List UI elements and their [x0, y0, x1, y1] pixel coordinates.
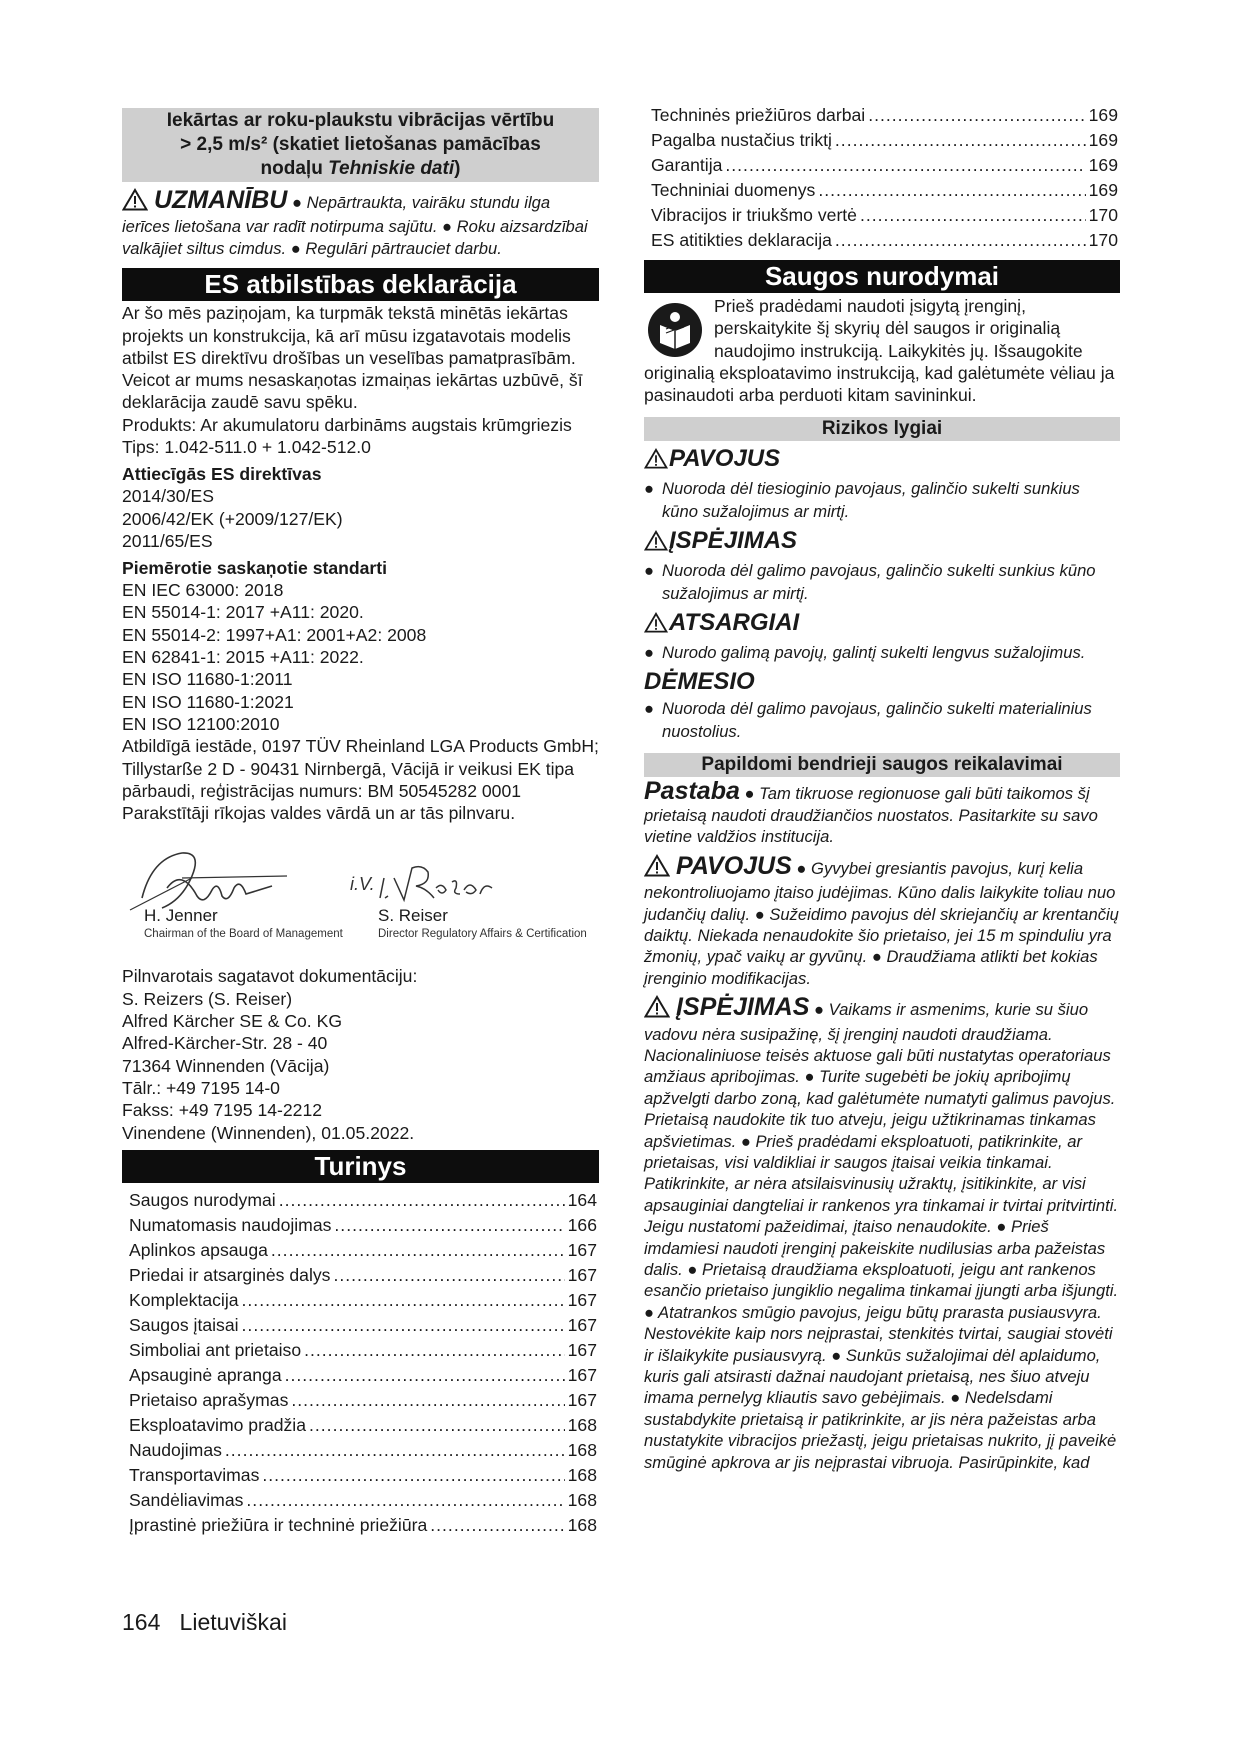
toc-leader — [242, 1288, 565, 1313]
toc-item-page: 168 — [567, 1464, 597, 1485]
toc-item[interactable] — [122, 1363, 599, 1388]
bullet-icon: ● — [644, 643, 655, 663]
bullet-icon: ● — [644, 479, 655, 499]
toc-item[interactable] — [122, 1313, 599, 1338]
toc-item-page: 168 — [567, 1514, 597, 1535]
standard-item: EN ISO 12100:2010 — [122, 713, 280, 734]
toc-item[interactable] — [122, 1288, 599, 1313]
toc-leader — [279, 1188, 565, 1213]
risk-level-title: DĖMESIO — [644, 668, 755, 696]
toc-item[interactable] — [644, 128, 1120, 153]
toc-leader — [309, 1413, 565, 1438]
toc-item[interactable] — [122, 1388, 599, 1413]
bullet-icon: ● — [644, 699, 655, 719]
risk-levels-heading: Rizikos lygiai — [644, 417, 1120, 441]
risk-level-text: Nuoroda dėl galimo pavojaus, galinčio sukelti sunkius kūno sužalojimus ar mirtį. — [662, 561, 1096, 604]
warning-triangle-icon — [644, 995, 670, 1023]
caution-block: UZMANĪBU ● Nepārtraukta, vairāku stundu ilga ierīces lietošana var radīt notirpuma sajūtu. ● Roku aizsardzībai valkājiet siltus cimdus. ● Regulāri pārtrauciet darbu. — [122, 186, 588, 258]
toc-leader — [285, 1363, 565, 1388]
toc-item-page: 167 — [567, 1264, 597, 1285]
note-text: Tam tikruose regionuose gali būti taikomos šį prietaisą naudoti draudžiančios nuostatos. Pasitarkite su savo vietine valdžios institucija. — [644, 784, 1098, 847]
documentation-line: 71364 Winnenden (Vācija) — [122, 1055, 330, 1076]
toc-item-title: Simboliai ant prietaiso — [129, 1339, 302, 1360]
toc-item-title: Aplinkos apsauga — [129, 1239, 268, 1260]
toc-item-page: 167 — [567, 1364, 597, 1385]
safety-intro-block — [644, 295, 1120, 406]
toc-leader — [225, 1438, 565, 1463]
toc-item-title: Techninės priežiūros darbai — [651, 105, 866, 125]
toc-item-title: Vibracijos ir triukšmo vertė — [651, 205, 857, 225]
toc-item-title: Sandėliavimas — [129, 1489, 244, 1510]
vibration-line-3 — [126, 157, 595, 181]
toc-item[interactable] — [122, 1413, 599, 1438]
toc-item-page: 167 — [567, 1389, 597, 1410]
declaration-body — [122, 302, 599, 824]
toc-item-title: Naudojimas — [129, 1439, 222, 1460]
warning-block: ĮSPĖJIMAS ● Vaikams ir asmenims, kurie su šiuo vadovu nėra susipažinę, šį įrenginį naudoti draudžiama. Nacionaliniuose teisės aktuose gali būti nustatytas operatoriaus amžiaus apribojimas. ● Turite sugebėti be jokių apribojimų apžvelgti darbo zoną, kad galėtumėte numatyti galimus pavojus. Prietaisą naudokite tik tuo atveju, jeigu užtikrinamas tinkamas apšvietimas. ● Prieš pradėdami eksploatuoti, patikrinkite, ar prietaisas, visi valdikliai ir saugos įtaisai veikia tinkamai. Patikrinkite, ar nėra atsilaisvinusių užraktų, įsitikinkite, ar visi apsauginiai dangteliai ir rankenos yra tinkamai ir tvirtai pritvirtinti. Jeigu nustatomi pažeidimai, įtaiso nenaudokite. ● Prieš imdamiesi naudoti įrenginį pakeiskite nudilusias arba pažeistas dalis. ● Prietaisą draudžiama eksploatuoti, jeigu ant rankenos esančio prietaiso jungiklio negalima tinkamai įjungti arba išjungti. ● Atatrankos smūgio pavojus, jeigu būtų prarasta pusiausvyra. Nestovėkite kaip nors neįprastai, stenkitės tvirtai, saugiai stovėti ir išlaikykite pusiausvyrą. ● Sunkūs sužalojimai dėl aplaidumo, kuris gali atsirasti dažnai naudojant prietaisą, nes šiuo atveju imama pernelyg kliautis savo gebėjimais. ● Nedelsdami sustabdykite prietaisą ir patikrinkite, ar jis nėra pažeistas arba nustatykite vibracijos priežastį, jeigu prietaisas nukrito, jį paveikė smūginė apkrova ar jis neįprastai vibruoja. Pasirūpinkite, kad — [644, 993, 1119, 1472]
directive-item: 2011/65/ES — [122, 530, 213, 551]
toc-item[interactable] — [644, 153, 1120, 178]
signatures — [122, 838, 599, 956]
toc-item-title: ES atitikties deklaracija — [651, 230, 832, 250]
vibration-line-3-pre: nodaļu — [260, 158, 329, 179]
page-number: 164 — [122, 1609, 161, 1635]
danger-block: PAVOJUS ● Gyvybei gresiantis pavojus, kurį kelia nekontroliuojamo įtaiso judėjimas. Kūno dalis laikykite toliau nuo judančių dalių. ● Sužeidimo pavojus dėl skriejančių ar krentančių daiktų. Niekada nenaudokite šio prietaiso, jei 15 m spinduliu yra žmonių, ypač vaikų ar gyvūnų. ● Draudžiama atlikti bet kokias įrenginio modifikacijas. — [644, 851, 1119, 988]
toc-item-page: 168 — [567, 1439, 597, 1460]
toc-item-title: Įprastinė priežiūra ir techninė priežiūra — [129, 1514, 428, 1535]
risk-level-warning — [644, 526, 1120, 559]
toc-leader — [291, 1388, 564, 1413]
left-column — [122, 108, 599, 1538]
toc-list-left — [122, 1188, 599, 1538]
toc-item-title: Garantija — [651, 155, 723, 175]
toc-leader — [333, 1263, 564, 1288]
directive-item: 2014/30/ES — [122, 486, 214, 507]
toc-item-title: Saugos nurodymai — [129, 1189, 276, 1210]
standard-item: EN 55014-1: 2017 +A11: 2020. — [122, 602, 364, 623]
toc-item-title: Saugos įtaisai — [129, 1314, 239, 1335]
toc-item-title: Transportavimas — [129, 1464, 260, 1485]
documentation-line: S. Reizers (S. Reiser) — [122, 988, 293, 1009]
toc-leader — [835, 228, 1086, 253]
toc-item-title: Eksploatavimo pradžia — [129, 1414, 307, 1435]
toc-item-page: 167 — [567, 1239, 597, 1260]
notified-body: Atbildīgā iestāde, 0197 TÜV Rheinland LGA Products GmbH; Tillystarße 2 D - 90431 Nirnbergā, Vācijā ir veikusi EK tipa pārbaudi, reģistrācijas numurs: BM 50545282 0001 — [122, 736, 599, 801]
toc-item-page: 169 — [1088, 180, 1118, 200]
safety-intro: Prieš pradėdami naudoti įsigytą įrenginį, perskaitykite šį skyrių dėl saugos ir originalią naudojimo instrukciją. Laikykitės jų. Išsaugokite originalią eksploatavimo instrukciją, kad galėtumėte vėliau ja pasinaudoti arba perduoti kitam savininkui. — [644, 296, 1115, 406]
toc-item-title: Numatomasis naudojimas — [129, 1214, 332, 1235]
toc-item[interactable] — [122, 1463, 599, 1488]
toc-item[interactable] — [122, 1213, 599, 1238]
warning-triangle-icon — [644, 611, 668, 641]
bullet-icon: ● — [644, 561, 655, 581]
risk-level-text: Nuoroda dėl galimo pavojaus, galinčio sukelti materialinius nuostolius. — [662, 699, 1092, 742]
toc-item-page: 170 — [1088, 230, 1118, 250]
toc-list-right — [644, 103, 1120, 253]
vibration-line-2: > 2,5 m/s² (skatiet lietošanas pamācības — [180, 134, 541, 155]
vibration-notice-box — [122, 108, 599, 182]
warning-title: ĮSPĖJIMAS — [676, 993, 810, 1022]
signatory-2-prefix: i.V. — [350, 874, 375, 895]
caution-title: UZMANĪBU — [154, 186, 288, 214]
risk-level-title: ATSARGIAI — [669, 609, 800, 637]
toc-leader — [818, 178, 1085, 203]
risk-level-desc — [644, 697, 1120, 743]
read-manual-icon — [646, 301, 706, 359]
toc-item-title: Apsauginė apranga — [129, 1364, 282, 1385]
toc-item-page: 168 — [567, 1489, 597, 1510]
documentation-block — [122, 965, 599, 1143]
toc-heading: Turinys — [122, 1150, 599, 1183]
toc-leader — [868, 103, 1085, 128]
toc-item-title: Pagalba nustačius triktį — [651, 130, 832, 150]
signatory-1-name: H. Jenner — [144, 906, 218, 926]
warning-triangle-icon — [122, 188, 148, 216]
toc-item-page: 170 — [1088, 205, 1118, 225]
warning-triangle-icon — [644, 447, 668, 477]
declaration-intro: Ar šo mēs paziņojam, ka turpmāk tekstā minētās iekārtas projekts un konstrukcija, kā arī mūsu izgatavotais modelis atbilst ES direktīvu drošības un veselības pamatprasībām. Veicot ar mums nesaskaņotas izmaiņas iekārtas uzbūvē, šī deklarācija zaudē savu spēku. — [122, 303, 583, 413]
toc-item[interactable] — [122, 1438, 599, 1463]
toc-item[interactable] — [122, 1488, 599, 1513]
danger-title: PAVOJUS — [676, 851, 792, 880]
note-block: Pastaba ● Tam tikruose regionuose gali būti taikomos šį prietaisą naudoti draudžiančios nuostatos. Pasitarkite su savo vietine valdžios institucija. — [644, 777, 1098, 847]
footer-language: Lietuviškai — [179, 1609, 287, 1635]
danger-text: Gyvybei gresiantis pavojus, kurį kelia nekontroliuojamo įtaiso judėjimas. Kūno dalis laikykite toliau nuo judančių dalių. ● Sužeidimo pavojus dėl skriejančių ar krentančių daiktų. Niekada nenaudokite šio prietaiso, jei 15 m spinduliu yra žmonių, ypač vaikų ar gyvūnų. ● Draudžiama atlikti bet kokias įrenginio modifikacijas. — [644, 858, 1119, 988]
toc-item-page: 164 — [567, 1189, 597, 1210]
toc-item-page: 169 — [1088, 130, 1118, 150]
toc-leader — [262, 1463, 564, 1488]
toc-item-title: Techniniai duomenys — [651, 180, 816, 200]
toc-item-page: 167 — [567, 1289, 597, 1310]
standards-label: Piemērotie saskaņotie standarti — [122, 558, 387, 579]
risk-level-danger — [644, 444, 1120, 477]
documentation-line: Pilnvarotais sagatavot dokumentāciju: — [122, 966, 418, 987]
signatory-2-name: S. Reiser — [378, 906, 448, 926]
vibration-line-1: Iekārtas ar roku-plaukstu vibrācijas vērtību — [166, 110, 555, 131]
toc-item-page: 166 — [567, 1214, 597, 1235]
caution-text: Nepārtraukta, vairāku stundu ilga ierīces lietošana var radīt notirpuma sajūtu. ● Roku aizsardzībai valkājiet siltus cimdus. ● Regulāri pārtrauciet darbu. — [122, 193, 588, 258]
toc-item[interactable] — [644, 103, 1120, 128]
risk-levels — [644, 444, 1120, 743]
toc-leader — [430, 1513, 564, 1538]
toc-item-page: 168 — [567, 1414, 597, 1435]
declaration-product: Produkts: Ar akumulatoru darbināms augstais krūmgriezis — [122, 414, 572, 435]
risk-level-text: Nurodo galimą pavojų, galintį sukelti lengvus sužalojimus. — [662, 643, 1086, 663]
standard-item: EN ISO 11680-1:2021 — [122, 691, 294, 712]
standard-item: EN 62841-1: 2015 +A11: 2022. — [122, 647, 364, 668]
documentation-line: Fakss: +49 7195 14-2212 — [122, 1100, 323, 1121]
signatories-note: Parakstītāji rīkojas valdes vārdā un ar tās pilnvaru. — [122, 803, 516, 824]
warning-triangle-icon — [644, 529, 668, 559]
toc-item[interactable] — [122, 1188, 599, 1213]
toc-item-title: Priedai ir atsarginės dalys — [129, 1264, 331, 1285]
page-footer — [122, 1609, 287, 1636]
toc-item[interactable] — [644, 228, 1120, 253]
toc-item[interactable] — [122, 1263, 599, 1288]
safety-heading: Saugos nurodymai — [644, 260, 1120, 293]
risk-level-desc — [644, 559, 1120, 605]
signatory-1-title: Chairman of the Board of Management — [144, 928, 343, 941]
standard-item: EN IEC 63000: 2018 — [122, 580, 284, 601]
documentation-line: Alfred Kärcher SE & Co. KG — [122, 1011, 343, 1032]
toc-leader — [725, 153, 1085, 178]
risk-level-notice — [644, 667, 1120, 697]
toc-leader — [304, 1338, 565, 1363]
standard-item: EN ISO 11680-1:2011 — [122, 669, 293, 690]
documentation-line: Tālr.: +49 7195 14-0 — [122, 1077, 280, 1098]
standard-item: EN 55014-2: 1997+A1: 2001+A2: 2008 — [122, 624, 427, 645]
toc-item-page: 167 — [567, 1314, 597, 1335]
toc-item[interactable] — [122, 1238, 599, 1263]
general-safety-heading: Papildomi bendrieji saugos reikalavimai — [644, 753, 1120, 777]
toc-item-page: 167 — [567, 1339, 597, 1360]
directive-item: 2006/42/EK (+2009/127/EK) — [122, 508, 343, 529]
toc-leader — [860, 203, 1086, 228]
risk-level-title: PAVOJUS — [669, 445, 781, 473]
risk-level-title: ĮSPĖJIMAS — [669, 527, 798, 555]
signatory-2-title: Director Regulatory Affairs & Certification — [378, 928, 587, 941]
toc-item-page: 169 — [1088, 105, 1118, 125]
warning-text: Vaikams ir asmenims, kurie su šiuo vadovu nėra susipažinę, šį įrenginį naudoti draudžiama. Nacionaliniuose teisės aktuose gali būti nustatytas operatoriaus amžiaus apribojimas. ● Turite sugebėti be jokių apribojimų apžvelgti darbo zoną, kad galėtumėte numatyti galimus pavojus. Prietaisą naudokite tik tuo atveju, jeigu užtikrinamas tinkamas apšvietimas. ● Prieš pradėdami eksploatuoti, patikrinkite, ar prietaisas, visi valdikliai ir saugos įtaisai veikia tinkamai. Patikrinkite, ar nėra atsilaisvinusių užraktų, įsitikinkite, ar visi apsauginiai dangteliai ir rankenos yra tinkamai ir tvirtai pritvirtinti. Jeigu nustatomi pažeidimai, įtaiso nenaudokite. ● Prieš imdamiesi naudoti įrenginį pakeiskite nudilusias arba pažeistas dalis. ● Prietaisą draudžiama eksploatuoti, jeigu ant rankenos esančio prietaiso jungiklio negalima tinkamai įjungti arba išjungti. ● Atatrankos smūgio pavojus, jeigu būtų prarasta pusiausvyra. Nestovėkite kaip nors neįprastai, stenkitės tvirtai, saugiai stovėti ir išlaikykite pusiausvyrą. ● Sunkūs sužalojimai dėl aplaidumo, kuris gali atsirasti dažnai naudojant prietaisą, nes šiuo atveju imama pernelyg kliautis savo gebėjimais. ● Nedelsdami sustabdykite prietaisą ir patikrinkite, ar jis nėra pažeistas arba nustatykite vibracijos priežastį, jeigu prietaisas nukrito, jį paveikė smūginė apkrova ar jis neįprastai vibruoja. Pasirūpinkite, kad — [644, 1000, 1119, 1472]
risk-level-caution — [644, 608, 1120, 641]
declaration-type: Tips: 1.042-511.0 + 1.042-512.0 — [122, 437, 371, 457]
toc-item-page: 169 — [1088, 155, 1118, 175]
declaration-heading: ES atbilstības deklarācija — [122, 268, 599, 301]
toc-leader — [242, 1313, 565, 1338]
directives-label: Attiecīgās ES direktīvas — [122, 464, 322, 485]
toc-leader — [271, 1238, 565, 1263]
toc-leader — [334, 1213, 564, 1238]
toc-item-title: Prietaiso aprašymas — [129, 1389, 289, 1410]
toc-leader — [835, 128, 1086, 153]
toc-item-title: Komplektacija — [129, 1289, 239, 1310]
risk-level-text: Nuoroda dėl tiesioginio pavojaus, galinčio sukelti sunkius kūno sužalojimus ar mirtį. — [662, 479, 1080, 522]
documentation-line: Vinendene (Winnenden), 01.05.2022. — [122, 1122, 415, 1143]
toc-item[interactable] — [644, 178, 1120, 203]
toc-item[interactable] — [122, 1513, 599, 1538]
right-column — [644, 105, 1120, 1473]
technical-data-ref: Tehniskie dati — [328, 158, 455, 179]
note-title: Pastaba — [644, 777, 740, 806]
risk-level-desc — [644, 477, 1120, 523]
toc-leader — [246, 1488, 564, 1513]
warning-triangle-icon — [644, 854, 670, 882]
risk-level-desc — [644, 641, 1120, 664]
toc-item[interactable] — [122, 1338, 599, 1363]
documentation-line: Alfred-Kärcher-Str. 28 - 40 — [122, 1033, 328, 1054]
toc-item[interactable] — [644, 203, 1120, 228]
vibration-line-3-post: ) — [454, 158, 461, 179]
